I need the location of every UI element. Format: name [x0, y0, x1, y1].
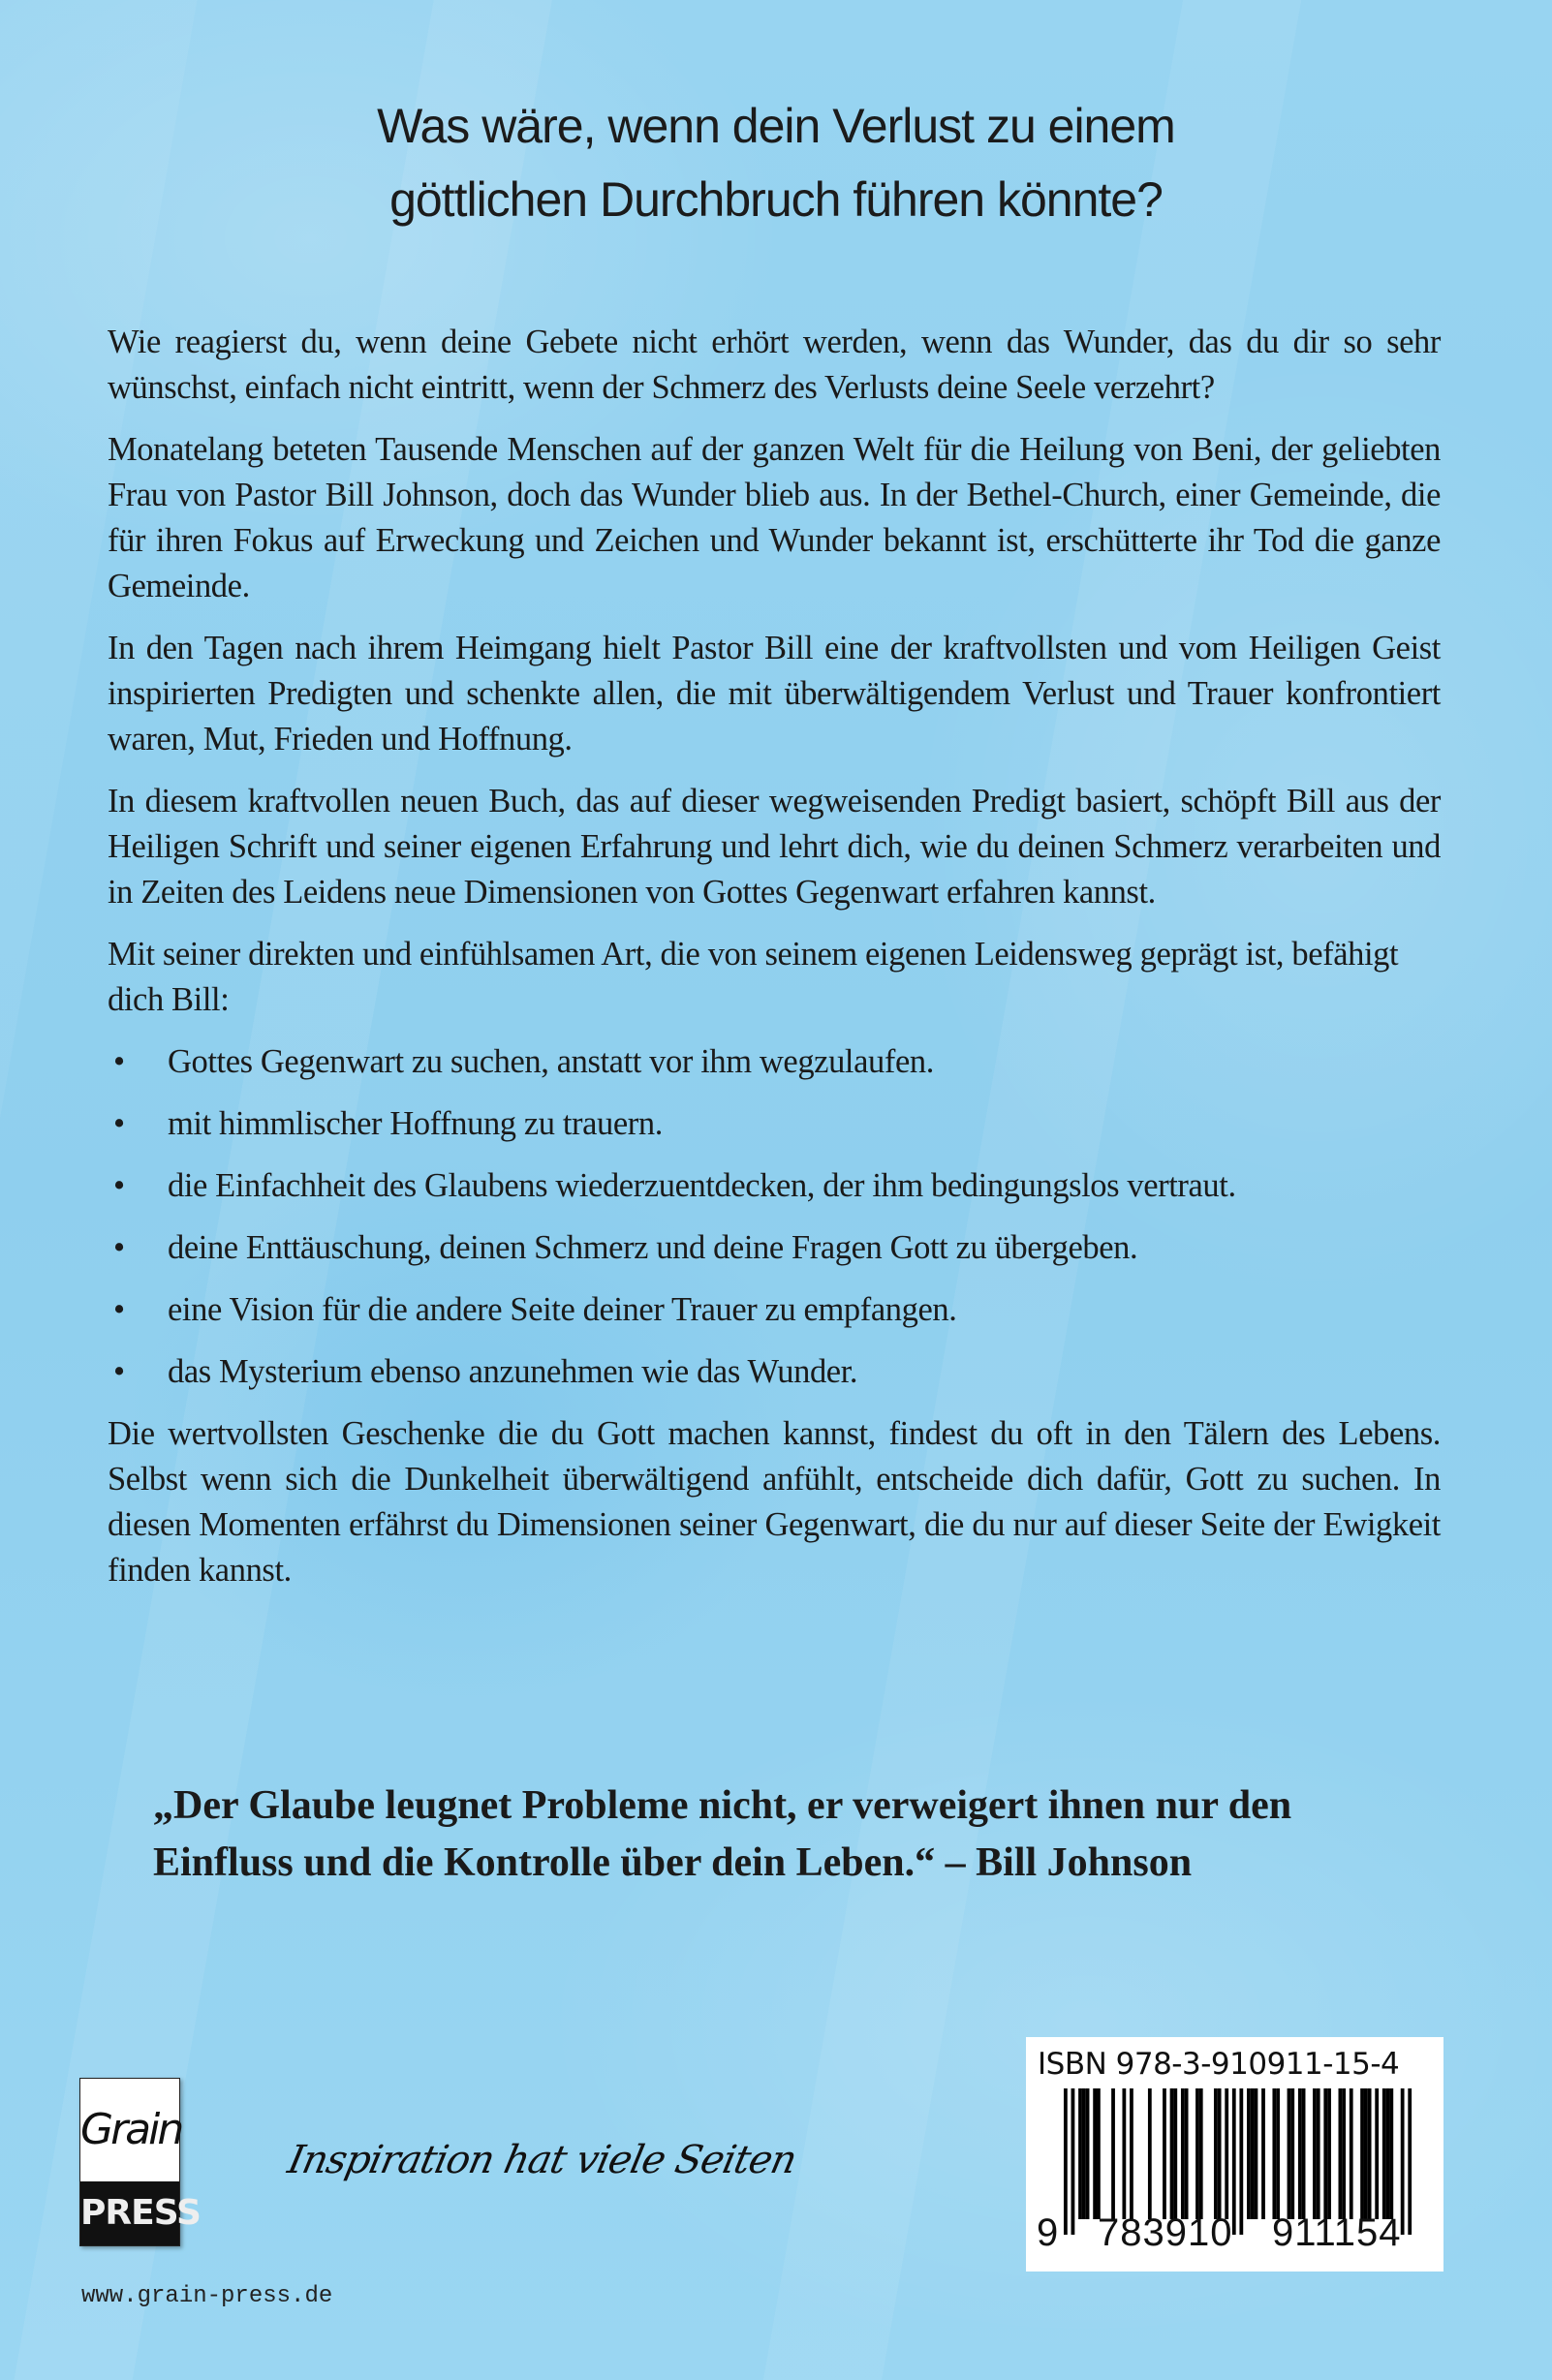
bullet-icon: •: [113, 1105, 125, 1142]
barcode-bar: [1148, 2088, 1152, 2219]
barcode-bar: [1290, 2088, 1294, 2219]
publisher-website: www.grain-press.de: [81, 2283, 333, 2309]
bullet-icon: •: [113, 1167, 125, 1204]
barcode-bar: [1225, 2088, 1228, 2219]
paragraph: In den Tagen nach ihrem Heimgang hielt Pastor Bill eine der kraftvollsten und vom Heiligen Geist inspirierten Predigten und schenkte allen, die mit überwältigendem Verlust und Trauer konfrontiert waren, Mut, Frieden und Hoffnung.: [108, 630, 1441, 757]
barcode-bar: [1360, 2088, 1364, 2219]
barcode-bar: [1122, 2088, 1126, 2219]
barcode-bar: [1185, 2088, 1189, 2219]
headline: [0, 89, 1552, 236]
list-item-text: Gottes Gegenwart zu suchen, anstatt vor ihm wegzulaufen.: [168, 1043, 934, 1080]
barcode-bar: [1163, 2088, 1166, 2219]
barcode-digits-left: 783910: [1098, 2211, 1233, 2254]
barcode-bar: [1097, 2088, 1101, 2219]
barcode-bar: [1093, 2088, 1097, 2219]
barcode-bar: [1195, 2088, 1199, 2219]
barcode-bar: [1323, 2088, 1327, 2219]
barcode-bar: [1327, 2088, 1331, 2219]
headline-line-2: göttlichen Durchbruch führen könnte?: [389, 172, 1163, 227]
author-quote: „Der Glaube leugnet Probleme nicht, er verweigert ihnen nur den Einfluss und die Kontrolle über dein Leben.“ – Bill Johnson: [153, 1783, 1292, 1885]
barcode-bar: [1375, 2088, 1379, 2219]
list-item-text: das Mysterium ebenso anzunehmen wie das Wunder.: [168, 1353, 858, 1390]
barcode-bar: [1251, 2088, 1255, 2219]
barcode-bar: [1288, 2088, 1291, 2219]
blurb-body: [108, 320, 1441, 1610]
barcode-bar: [1272, 2088, 1276, 2219]
list-item-text: die Einfachheit des Glaubens wiederzuentdecken, der ihm bedingungslos vertraut.: [168, 1167, 1236, 1204]
barcode-bar: [1181, 2088, 1185, 2219]
barcode-bar: [1364, 2088, 1368, 2219]
bullet-icon: •: [113, 1291, 125, 1328]
list-item-text: mit himmlischer Hoffnung zu trauern.: [168, 1105, 663, 1142]
closing-paragraph: Die wertvollsten Geschenke die du Gott machen kannst, findest du oft in den Tälern des Lebens. Selbst wenn sich die Dunkelheit überwältigend anfühlt, entscheide dich dafür, Gott zu suchen. In diesen Momenten erfährst du Dimensionen seiner Gegenwart, die du nur auf dieser Seite der Ewigkeit finden kannst.: [108, 1415, 1441, 1589]
bullet-icon: •: [113, 1043, 125, 1080]
publisher-tagline: Inspiration hat viele Seiten: [284, 2138, 800, 2182]
list-item-text: deine Enttäuschung, deinen Schmerz und deine Fragen Gott zu übergeben.: [168, 1229, 1138, 1266]
barcode-guard-bar: [1408, 2088, 1412, 2235]
grain-press-logo: [79, 2078, 201, 2246]
logo-grain-text: Grain: [80, 2079, 179, 2181]
barcode-bar: [1313, 2088, 1317, 2219]
barcode-bar: [1339, 2088, 1343, 2219]
list-item-text: eine Vision für die andere Seite deiner Trauer zu empfangen.: [168, 1291, 957, 1328]
barcode-guard-bar: [1239, 2088, 1243, 2235]
list-item: [108, 1287, 1441, 1333]
barcode-bar: [1386, 2088, 1390, 2219]
paragraph: Mit seiner direkten und einfühlsamen Art, die von seinem eigenen Leidensweg geprägt ist, befähigt dich Bill:: [108, 936, 1399, 1018]
barcode-bar: [1350, 2088, 1353, 2219]
paragraph: Monatelang beteten Tausende Menschen auf der ganzen Welt für die Heilung von Beni, der geliebten Frau von Pastor Bill Johnson, doch das Wunder blieb aus. In der Bethel-Church, einer Gemeinde, die für ihren Fokus auf Erweckung und Zeichen und Wunder bekannt ist, erschütterte ihr Tod die ganze Gemeinde.: [108, 431, 1441, 604]
barcode-bar: [1173, 2088, 1177, 2219]
bullet-icon: •: [113, 1229, 125, 1266]
barcode-bar: [1255, 2088, 1258, 2219]
barcode-bar: [1086, 2088, 1090, 2219]
list-item: [108, 1225, 1441, 1271]
logo-press-text: PRESS: [80, 2181, 179, 2245]
list-item: [108, 1039, 1441, 1085]
isbn-barcode: [1026, 2037, 1443, 2272]
barcode-bar: [1199, 2088, 1203, 2219]
barcode-bar: [1214, 2088, 1218, 2219]
barcode-guard-bar: [1071, 2088, 1075, 2235]
barcode-bar: [1247, 2088, 1251, 2219]
barcode-bar: [1261, 2088, 1265, 2219]
barcode-bar: [1130, 2088, 1133, 2219]
barcode-bar: [1170, 2088, 1174, 2219]
bullet-list: [108, 1039, 1441, 1395]
bullet-icon: •: [113, 1353, 125, 1390]
list-item: [108, 1101, 1441, 1147]
barcode-bar: [1368, 2088, 1372, 2219]
barcode-guard-bar: [1064, 2088, 1068, 2235]
barcode-bar: [1298, 2088, 1302, 2219]
barcode-bar: [1342, 2088, 1346, 2219]
barcode-bar: [1389, 2088, 1393, 2219]
isbn-label: ISBN 978-3-910911-15-4: [1038, 2047, 1400, 2082]
headline-line-1: Was wäre, wenn dein Verlust zu einem: [377, 99, 1175, 153]
paragraph: In diesem kraftvollen neuen Buch, das auf dieser wegweisenden Predigt basiert, schöpft Bill aus der Heiligen Schrift und seiner eigenen Erfahrung und lehrt dich, wie du deinen Schmerz verarbeiten und in Zeiten des Leidens neue Dimensionen von Gottes Gegenwart erfahren kannst.: [108, 783, 1441, 911]
list-item: [108, 1349, 1441, 1395]
barcode-digit-first: 9: [1037, 2211, 1059, 2254]
list-item: [108, 1163, 1441, 1209]
barcode-bar: [1218, 2088, 1222, 2219]
barcode-bar: [1382, 2088, 1386, 2219]
barcode-bar: [1082, 2088, 1086, 2219]
barcode-bar: [1302, 2088, 1306, 2219]
barcode-bar: [1111, 2088, 1115, 2219]
paragraph: Wie reagierst du, wenn deine Gebete nicht erhört werden, wenn das Wunder, das du dir so sehr wünschst, einfach nicht eintritt, wenn der Schmerz des Verlusts deine Seele verzehrt?: [108, 324, 1441, 406]
barcode-bar: [1317, 2088, 1320, 2219]
barcode-digits-right: 911154: [1272, 2211, 1402, 2254]
barcode-bar: [1078, 2088, 1082, 2219]
barcode-bar: [1276, 2088, 1280, 2219]
